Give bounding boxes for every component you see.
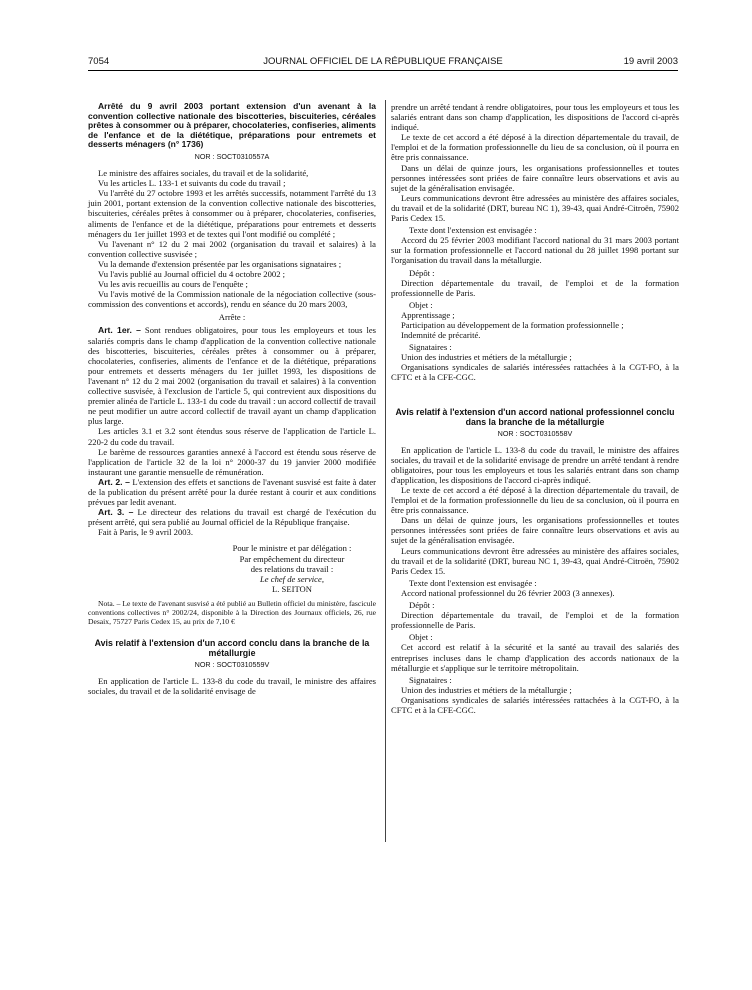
article-3: [88, 507, 376, 527]
avis-2-signataires-label: Signataires :: [409, 674, 452, 685]
avis-1-signataire-b: Organisations syndicales de salariés intéressées rattachées à la CGT-FO, à la CFTC et à la CFE-CGC.: [391, 362, 679, 383]
article-1-text: Sont rendues obligatoires, pour tous les employeurs et tous les salariés compris dans le champ d'application de la convention collective nationale des biscotteries, biscuiteries, céréales prêtes à consommer ou à préparer, chocolateries, confiseries, aliments de l'enfance et de la diététique, préparations pour entremets et desserts ménagers du 1er juillet 1993, les dispositions de l'avenant n° 12 du 2 mai 2002 (organisation du travail et salaires) à la convention collective susvisée, à l'exclusion de l'article 5, qui contrevient aux dispositions du premier alinéa de l'article L. 133-1 du code du travail : un accord collectif de travail ne peut modifier un autre accord collectif de travail ayant un champ d'application plus large.: [88, 325, 377, 427]
avis-2-para-1: En application de l'article L. 133-8 du code du travail, le ministre des affaires sociales, du travail et de la solidarité envisage de prendre un arrêté tendant à rendre obligatoires, pour tous les employeurs et tous les salariés entrant dans son champ d'application, les dispositions de l'accord ci-après indiqué.: [391, 444, 679, 485]
avis-2-depot: Direction départementale du travail, de l'emploi et de la formation professionnelle de Paris.: [391, 610, 679, 631]
article-1: [88, 325, 376, 426]
avis-1-signataire-a: Union des industries et métiers de la métallurgie ;: [401, 352, 572, 363]
signatory-name: L. SEITON: [272, 583, 312, 594]
article-1-para-2: Les articles 3.1 et 3.2 sont étendus sous réserve de l'application de l'article L. 220-2 du code du travail.: [88, 426, 376, 447]
avis-2-para-3: Dans un délai de quinze jours, les organisations professionnelles et toutes personnes intéressées sont priées de faire connaître leurs observations et avis au sujet de la généralisation envisagée.: [391, 515, 679, 546]
article-3-label: Art. 3. –: [98, 507, 134, 518]
signature-line-3: des relations du travail :: [250, 563, 334, 574]
avis-2-texte-label: Texte dont l'extension est envisagée :: [409, 577, 537, 588]
avis-2-para-4: Leurs communications devront être adressées au ministère des affaires sociales, du travail et de la solidarité (DRT, bureau NC 1, 39-43, quai André-Citroën, 75902 Paris Cedex 15.: [391, 545, 679, 576]
visa-4: Vu la demande d'extension présentée par les organisations signataires ;: [98, 258, 342, 269]
visa-6: Vu les avis recueillis au cours de l'enquête ;: [98, 279, 248, 290]
avis-1-depot: Direction départementale du travail, de l'emploi et de la formation professionnelle de Paris.: [391, 277, 679, 298]
visa-1: Vu les articles L. 133-1 et suivants du code du travail ;: [98, 178, 286, 189]
avis-1-objet-a: Apprentissage ;: [401, 309, 455, 320]
header-rule: [88, 70, 678, 71]
article-2-label: Art. 2. –: [98, 476, 130, 487]
visa-2: Vu l'arrêté du 27 octobre 1993 et les arrêtés successifs, notamment l'arrêté du 13 juin 2001, portant extension de la convention collective nationale des biscotteries, biscuiteries, céréales prêtes à consommer ou à préparer, chocolateries, confiseries, aliments de l'enfance et de la diététique, préparations pour entremets et desserts ménagers du 1er juillet 1993 et de textes qui l'ont modifié ou complété ;: [88, 188, 376, 239]
signature-block: [208, 543, 376, 593]
visa-0: Le ministre des affaires sociales, du travail et de la solidarité,: [98, 168, 309, 179]
signature-line-1: Pour le ministre et par délégation :: [232, 543, 352, 554]
avis-1-objet-label: Objet :: [409, 299, 433, 310]
fait-a-paris: Fait à Paris, le 9 avril 2003.: [98, 527, 193, 538]
journal-title: JOURNAL OFFICIEL DE LA RÉPUBLIQUE FRANÇAISE: [263, 56, 503, 67]
article-2: [88, 477, 376, 507]
avis-nor-2: NOR : SOCT0310558V: [497, 428, 573, 438]
avis-2-signataire-b: Organisations syndicales de salariés intéressées rattachées à la CGT-FO, à la CFTC et à la CFE-CGC.: [391, 694, 679, 715]
article-1-para-3: Le barème de ressources garanties annexé à l'accord est étendu sous réserve de l'application de l'article 32 de la loi n° 2000-37 du 19 janvier 2000 modifiée instaurant une garantie mensuelle de rémunération.: [88, 446, 376, 477]
avis-1-objet-b: Participation au développement de la formation professionnelle ;: [401, 319, 624, 330]
column-separator: [385, 100, 386, 842]
avis-title-2: Avis relatif à l'extension d'un accord national professionnel conclu dans la branche de la métallurgie: [395, 406, 675, 427]
avis-1-para-1: En application de l'article L. 133-8 du code du travail, le ministre des affaires sociales, du travail et de la solidarité envisage de: [88, 676, 376, 697]
avis-1-signataires-label: Signataires :: [409, 342, 452, 353]
avis-nor-1: NOR : SOCT0310559V: [194, 660, 270, 670]
signature-line-4: Le chef de service,: [260, 573, 324, 584]
avis-2-depot-label: Dépôt :: [409, 600, 435, 611]
avis-2-objet-label: Objet :: [409, 632, 433, 643]
avis-1-texte-label: Texte dont l'extension est envisagée :: [409, 225, 537, 236]
avis-1-cont-3: Dans un délai de quinze jours, les organisations professionnelles et toutes personnes intéressées sont priées de faire connaître leurs observations et avis au sujet de la généralisation envisagée.: [391, 162, 679, 193]
avis-2-objet: Cet accord est relatif à la sécurité et la santé au travail des salariés des entreprises incluses dans le champ d'application des accords nationaux de la métallurgie et s'applique sur le territoire métropolitain.: [391, 642, 679, 673]
avis-1-cont-4: Leurs communications devront être adressées au ministère des affaires sociales, du travail et de la solidarité (DRT, bureau NC 1), 39-43, quai André-Citroën, 75902 Paris Cedex 15.: [391, 192, 679, 224]
visa-5: Vu l'avis publié au Journal officiel du 4 octobre 2002 ;: [98, 269, 286, 279]
signature-line-2: Par empêchement du directeur: [239, 553, 345, 564]
page-header: [88, 56, 678, 70]
article-3-text: Le directeur des relations du travail est chargé de l'exécution du présent arrêté, qui sera publié au Journal officiel de la République française.: [88, 507, 377, 528]
avis-1-cont-1: prendre un arrêté tendant à rendre obligatoires, pour tous les employeurs et tous les salariés entrant dans son champ d'application, les dispositions de l'accord ci-après indiqué.: [391, 102, 679, 133]
avis-title-1: Avis relatif à l'extension d'un accord conclu dans la branche de la métallurgie: [94, 638, 370, 659]
avis-2-texte: Accord national professionnel du 26 février 2003 (3 annexes).: [401, 587, 615, 598]
page-number: 7054: [88, 56, 110, 67]
avis-1-texte: Accord du 25 février 2003 modifiant l'accord national du 31 mars 2003 portant sur la formation professionnelle et l'accord national du 28 juillet 1998 portant sur l'organisation du travail dans la métallurgie.: [391, 235, 679, 266]
visa-7: Vu l'avis motivé de la Commission nationale de la négociation collective (sous-commission des conventions et accords), rendu en séance du 20 mars 2003,: [88, 289, 376, 310]
arrete-title: Arrêté du 9 avril 2003 portant extension d'un avenant à la convention collective nationale des biscotteries, biscuiteries, céréales prêtes à consommer ou à préparer, chocolateries, confiseries, aliments de l'enfance et de la diététique, préparations pour entremets et desserts ménagers (n° 1736): [88, 101, 376, 150]
avis-2-para-2: Le texte de cet accord a été déposé à la direction départementale du travail, de l'emploi et de la formation professionnelle du lieu de sa conclusion, où il pourra en être pris connaissance.: [391, 485, 679, 516]
avis-1-depot-label: Dépôt :: [409, 267, 435, 278]
arrete-nor: NOR : SOCT0310557A: [194, 151, 270, 161]
article-2-text: L'extension des effets et sanctions de l'avenant susvisé est faite à dater de la publication du présent arrêté pour la durée restant à courir et aux conditions prévues par ledit avenant.: [88, 476, 376, 508]
arrete-heading: Arrête :: [218, 312, 246, 323]
avis-1-objet-c: Indemnité de précarité.: [401, 330, 481, 341]
article-1-label: Art. 1er. –: [98, 325, 141, 336]
right-column: [391, 102, 679, 715]
left-column: [88, 102, 376, 697]
visa-3: Vu l'avenant n° 12 du 2 mai 2002 (organisation du travail et salaires) à la convention collective susvisée ;: [88, 238, 376, 259]
avis-1-cont-2: Le texte de cet accord a été déposé à la direction départementale du travail, de l'emploi et de la formation professionnelle du lieu de sa conclusion, où il pourra en être pris connaissance.: [391, 132, 679, 163]
issue-date: 19 avril 2003: [623, 56, 678, 67]
avis-2-signataire-a: Union des industries et métiers de la métallurgie ;: [401, 684, 572, 695]
nota: Nota. – Le texte de l'avenant susvisé a été publié au Bulletin officiel du ministère, fascicule conventions collectives n° 2002/24, disponible à la Direction des Journaux officiels, 26, rue Desaix, 75727 Paris Cedex 15, au prix de 7,10 €: [88, 598, 376, 626]
